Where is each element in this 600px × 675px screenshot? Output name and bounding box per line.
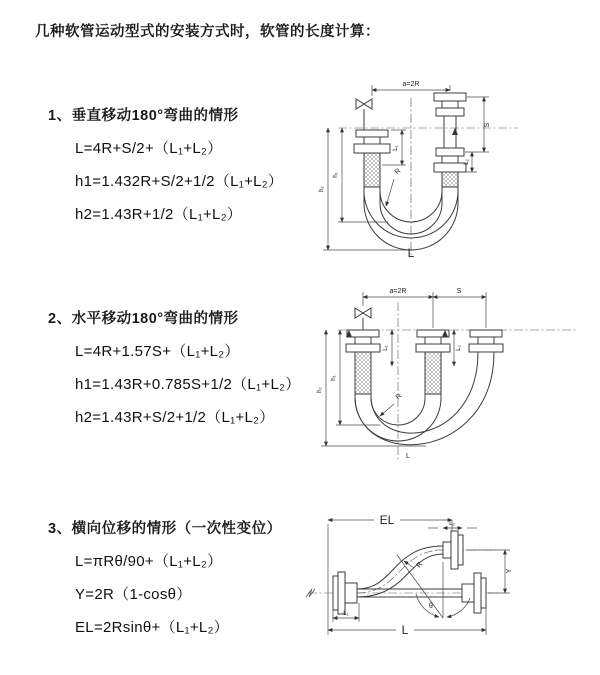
dim-label-s: S <box>484 122 491 128</box>
left-flange-symbol <box>346 330 380 352</box>
diagram-lateral-displacement <box>300 498 600 646</box>
dim-label-l1: L₁ <box>343 610 349 617</box>
section-horizontal-movement <box>48 307 318 439</box>
dim-label-l1: L₁ <box>382 345 389 351</box>
length-label: L <box>406 453 410 460</box>
radius-label: R <box>393 167 403 177</box>
angle-label: θ <box>429 603 433 610</box>
dim-label-y: Y <box>506 568 513 574</box>
section-vertical-movement <box>48 104 318 236</box>
radius-label: R <box>415 560 425 570</box>
radius-leader <box>386 179 394 206</box>
dim-label-s: S <box>456 288 462 295</box>
left-flange-symbol <box>333 572 357 614</box>
diagram-vertical-180-bend <box>310 73 595 258</box>
dim-label-h1: h₁ <box>330 375 337 381</box>
hose-braid-left <box>355 352 371 394</box>
radius-leader <box>380 404 394 416</box>
dim-label-h1: h₁ <box>332 172 339 178</box>
formula-h1: h1=1.432R+S/2+1/2（L₁+L₂） <box>75 173 284 190</box>
right-flange-lower <box>434 148 466 172</box>
dim-label-a2r: a=2R <box>389 288 407 295</box>
dim-label-l2: L₂ <box>455 345 462 351</box>
formula-el: EL=2Rsinθ+（L₁+L₂） <box>75 619 229 636</box>
formula-y: Y=2R（1-cosθ） <box>75 586 192 603</box>
left-flange-symbol <box>354 130 390 153</box>
valve-icon <box>356 99 372 130</box>
formula-length: L=πRθ/90+（L₁+L₂） <box>75 553 223 570</box>
dim-label-h2: h₂ <box>318 186 325 192</box>
formula-h1: h1=1.43R+0.785S+1/2（L₁+L₂） <box>75 376 301 393</box>
dim-label-el: EL <box>379 513 395 527</box>
hose-braid-right <box>442 172 458 187</box>
dim-label-l1: L₁ <box>392 145 399 151</box>
dim-label-h2: h₂ <box>316 387 323 393</box>
hose-braid-left <box>364 153 380 187</box>
page-title: 几种软管运动型式的安装方式时，软管的长度计算： <box>35 24 380 40</box>
section-3-heading: 3、横向位移的情形（一次性变位） <box>48 521 282 537</box>
valve-icon <box>355 308 371 330</box>
formula-length: L=4R+1.57S+（L₁+L₂） <box>75 343 240 360</box>
dim-label-l2: L₂ <box>463 159 470 165</box>
section-1-heading: 1、垂直移动180°弯曲的情形 <box>48 108 239 124</box>
radius-label: R <box>394 392 404 402</box>
dimension-top-width <box>363 292 486 328</box>
hose-braid-middle <box>425 352 441 394</box>
section-2-heading: 2、水平移动180°弯曲的情形 <box>48 311 239 327</box>
dim-label-l2: L₂ <box>449 520 455 527</box>
section-lateral-displacement <box>48 517 318 649</box>
length-label: L <box>401 623 409 637</box>
right-flange-symbol <box>462 573 486 613</box>
dim-label-a2r: a=2R <box>402 81 420 88</box>
length-label: L <box>407 246 415 260</box>
formula-h2: h2=1.43R+1/2（L₁+L₂） <box>75 206 243 223</box>
right-flange-upper <box>434 93 466 116</box>
diagram-horizontal-180-bend <box>308 280 600 465</box>
centerlines <box>338 302 576 460</box>
formula-length: L=4R+S/2+（L₁+L₂） <box>75 140 223 157</box>
reference-arrow <box>452 128 458 135</box>
top-flange-symbol <box>443 531 463 569</box>
formula-h2: h2=1.43R+S/2+1/2（L₁+L₂） <box>75 409 275 426</box>
right-flange-symbol <box>469 330 503 352</box>
